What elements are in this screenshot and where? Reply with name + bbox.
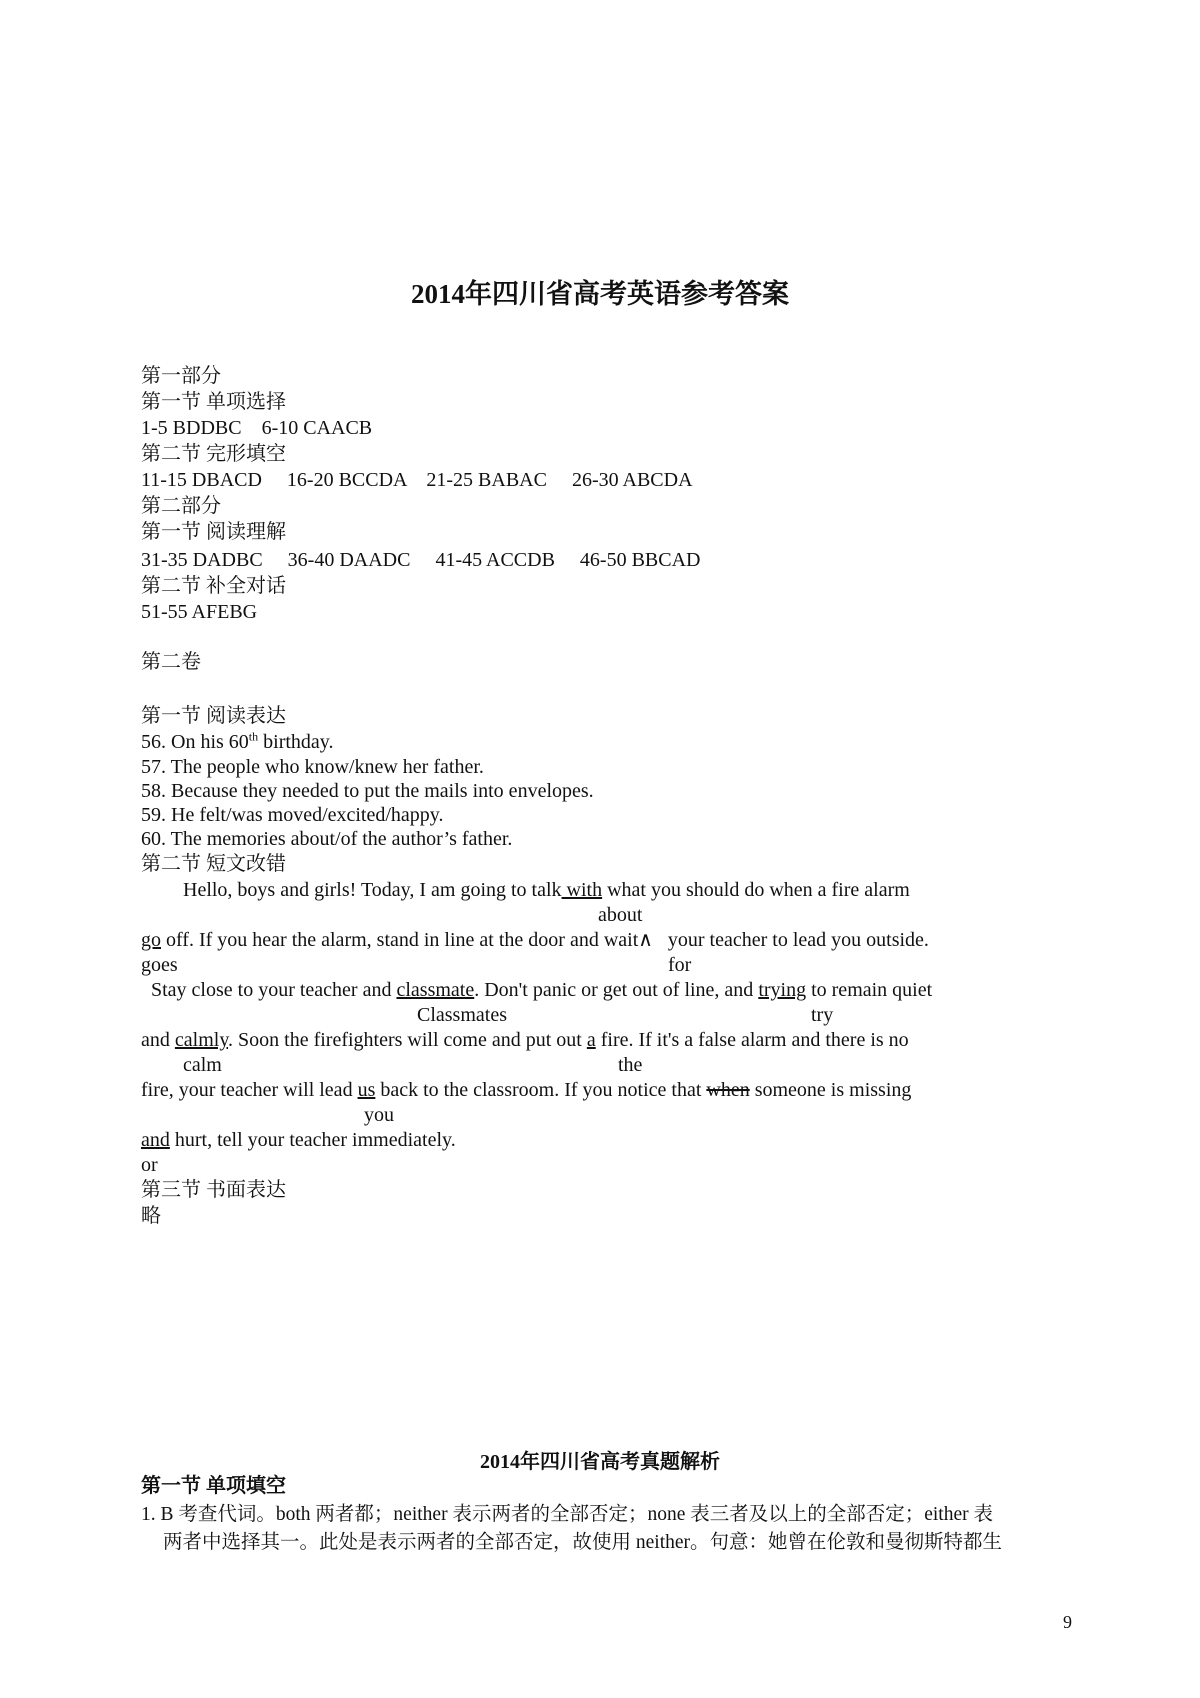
passage-line-4: and calmly. Soon the firefighters will come and put out a fire. If it's a false alarm and there is no [141,1029,909,1051]
part2-heading: 第二部分 [141,495,221,517]
correction-the: the [618,1054,643,1076]
vol2-heading: 第二卷 [141,651,201,673]
correction-calm: calm [183,1054,222,1076]
vol2-sec3-heading: 第三节 书面表达 [141,1179,286,1201]
part1-sec1-heading: 第一节 单项选择 [141,391,286,413]
page-number: 9 [1063,1612,1072,1632]
passage-line-6: and hurt, tell your teacher immediately. [141,1129,456,1151]
correction-goes: goes [141,954,178,976]
page-title: 2014年四川省高考英语参考答案 [411,279,789,309]
analysis-q1-line2: 两者中选择其一。此处是表示两者的全部否定，故使用 neither。句意：她曾在伦敦和曼彻斯特都生 [163,1532,1003,1553]
part1-heading: 第一部分 [141,365,221,387]
part1-sec2-answers: 11-15 DBACD 16-20 BCCDA 21-25 BABAC 26-30 ABCDA [141,469,693,491]
vol2-sec3-body: 略 [141,1205,161,1227]
analysis-title: 2014年四川省高考真题解析 [480,1451,720,1473]
passage-line-5: fire, your teacher will lead us back to the classroom. If you notice that when someone is missing [141,1079,912,1101]
part1-sec1-answers: 1-5 BDDBC 6-10 CAACB [141,417,373,439]
analysis-q1-line1: 1. B 考查代词。both 两者都；neither 表示两者的全部否定；none 表三者及以上的全部否定；either 表 [141,1504,993,1525]
part2-sec1-answers: 31-35 DADBC 36-40 DAADC 41-45 ACCDB 46-50 BBCAD [141,549,701,571]
answer-60: 60. The memories about/of the author’s father. [141,828,513,850]
answer-58: 58. Because they needed to put the mails into envelopes. [141,780,594,802]
vol2-sec1-heading: 第一节 阅读表达 [141,705,286,727]
analysis-sec1-heading: 第一节 单项填空 [141,1475,286,1497]
part2-sec2-answers: 51-55 AFEBG [141,601,258,623]
part2-sec2-heading: 第二节 补全对话 [141,575,286,597]
passage-line-3: Stay close to your teacher and classmate. Don't panic or get out of line, and trying to remain quiet [151,979,933,1001]
part1-sec2-heading: 第二节 完形填空 [141,443,286,465]
correction-you: you [364,1104,394,1126]
answer-59: 59. He felt/was moved/excited/happy. [141,804,444,826]
correction-try: try [811,1004,834,1026]
correction-about: about [598,904,643,926]
correction-or: or [141,1154,158,1176]
answer-57: 57. The people who know/knew her father. [141,756,484,778]
correction-for: for [668,954,692,976]
passage-line-2: go off. If you hear the alarm, stand in line at the door and wait∧ your teacher to lead you outside. [141,929,929,951]
correction-classmates: Classmates [417,1004,507,1026]
part2-sec1-heading: 第一节 阅读理解 [141,521,286,543]
vol2-sec2-heading: 第二节 短文改错 [141,853,286,875]
answer-56: 56. On his 60th birthday. [141,729,334,753]
passage-line-1: Hello, boys and girls! Today, I am going to talk with what you should do when a fire alarm [183,879,910,901]
